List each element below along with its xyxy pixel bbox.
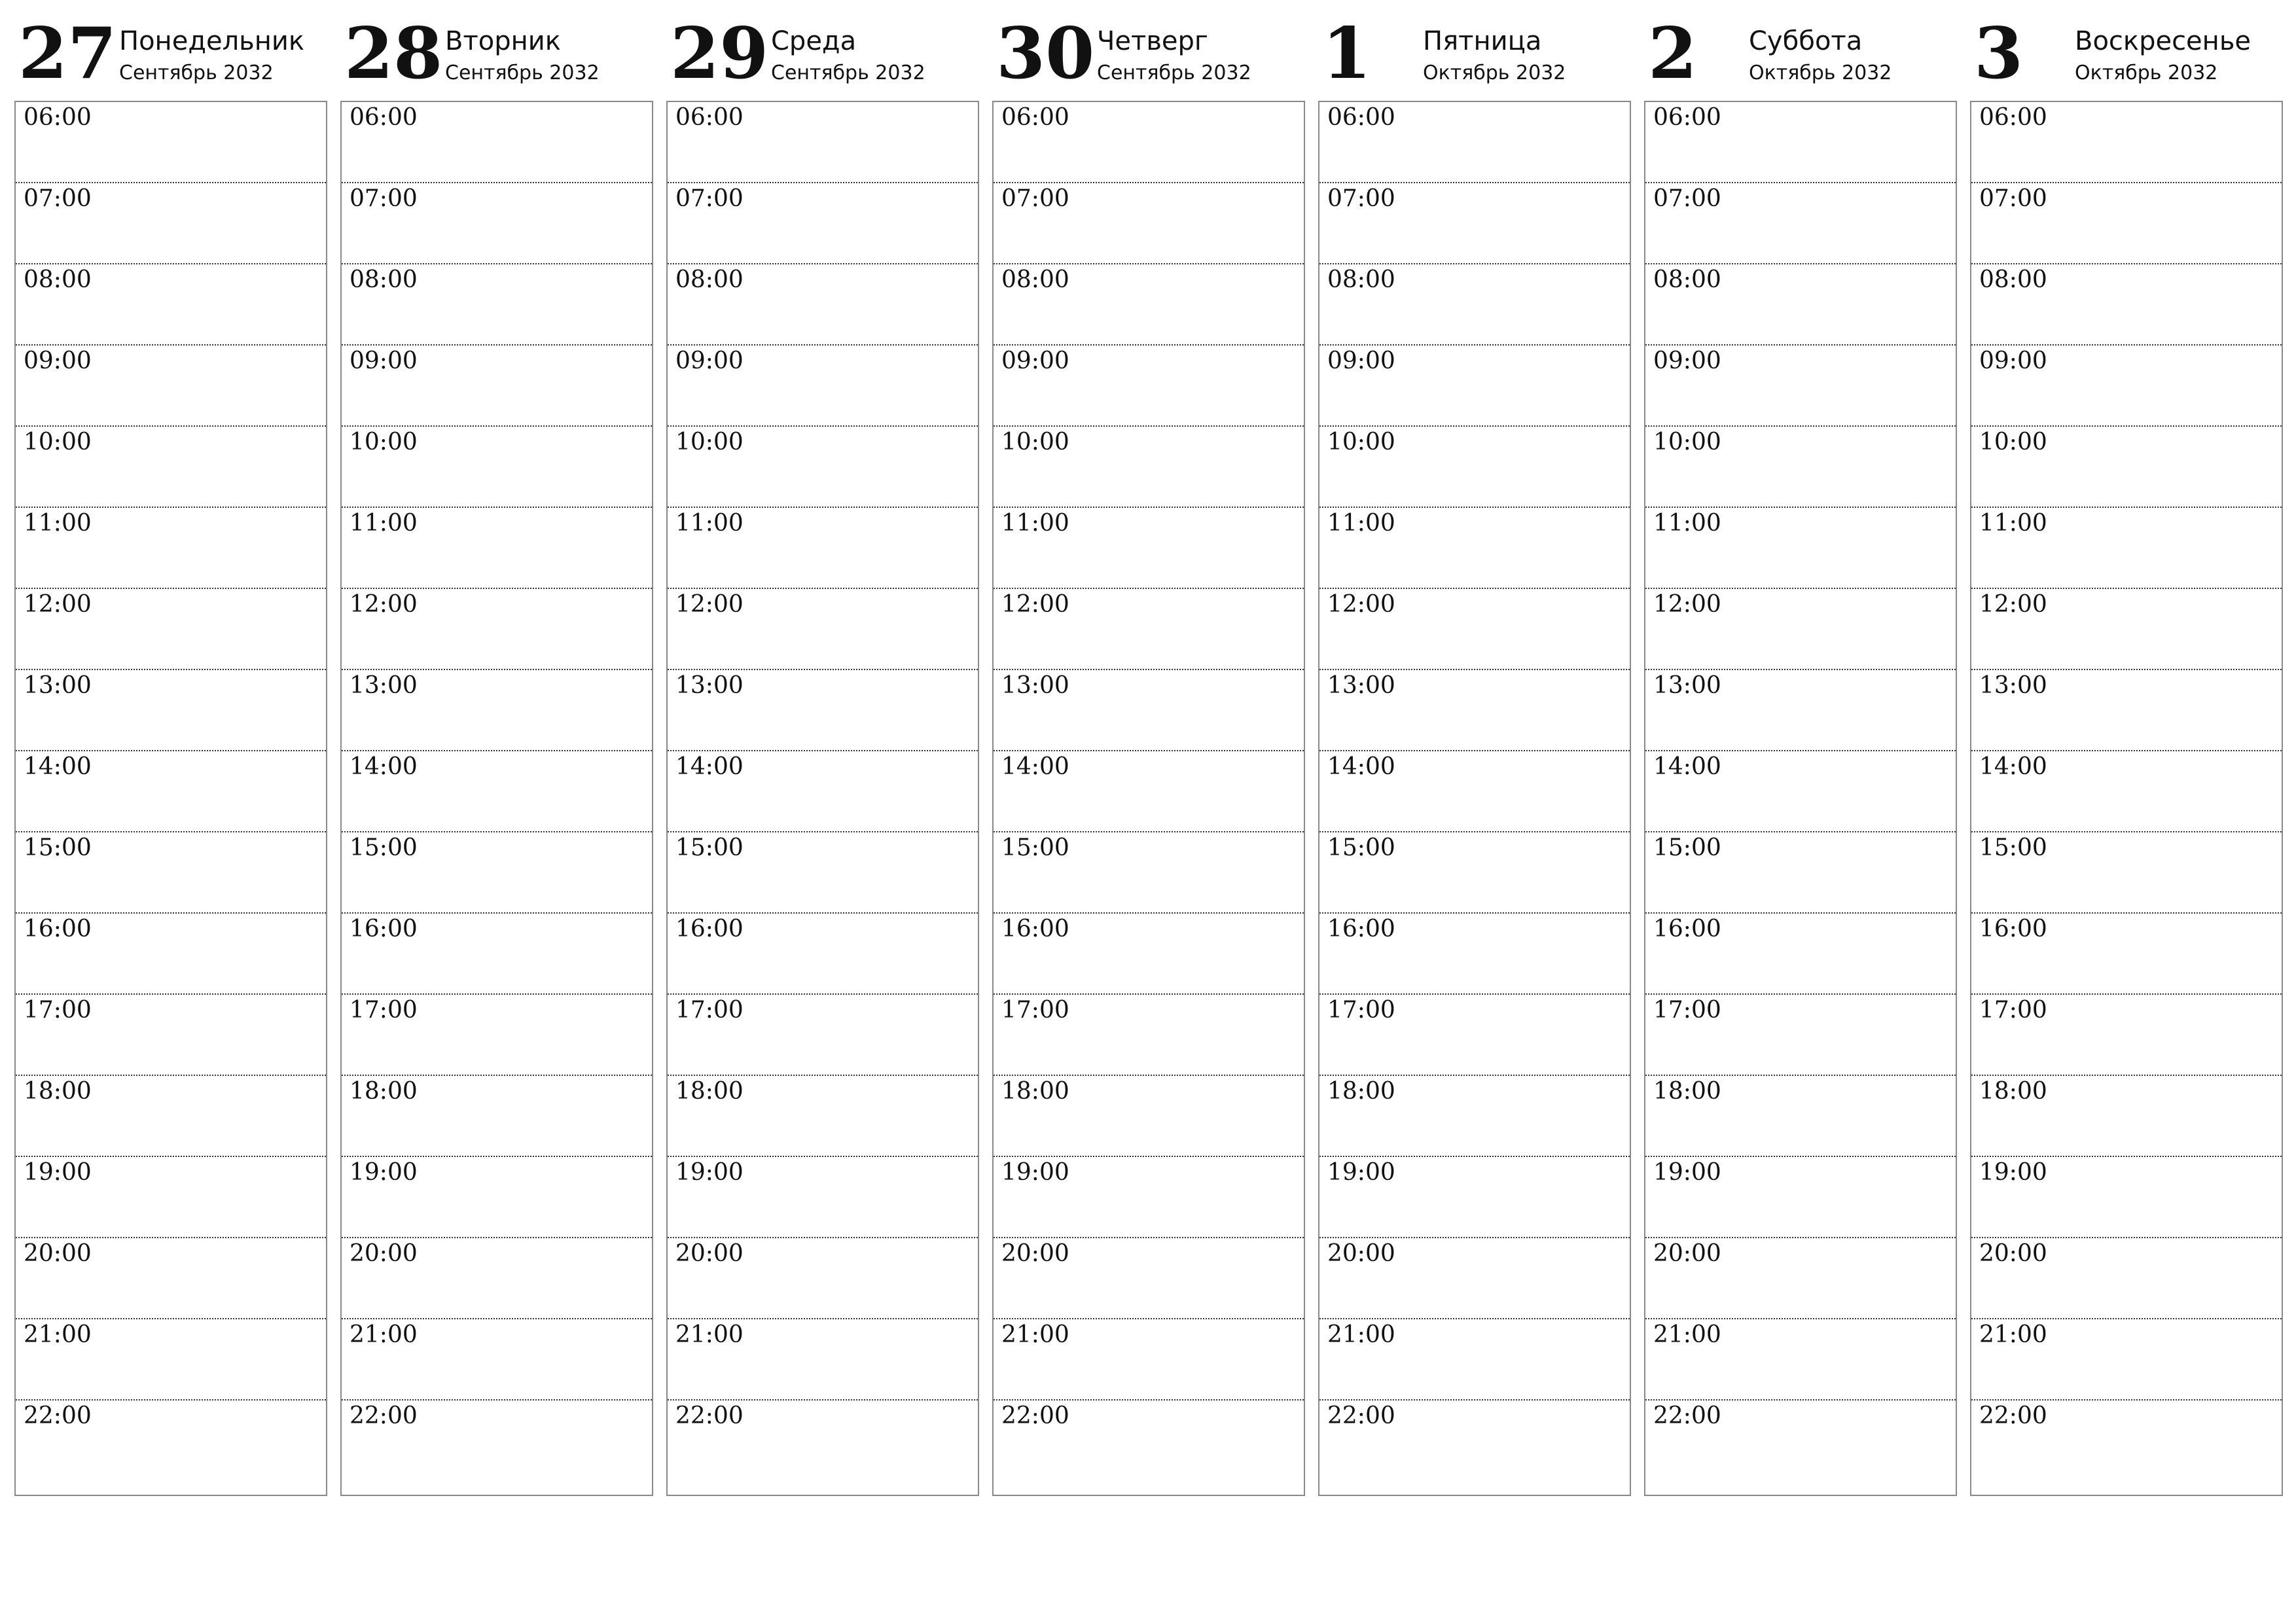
time-slot[interactable] xyxy=(668,264,978,346)
time-label: 11:00 xyxy=(24,510,92,537)
time-slot[interactable] xyxy=(1971,1319,2282,1400)
time-slot[interactable] xyxy=(668,670,978,751)
time-label: 17:00 xyxy=(350,997,418,1024)
time-slot[interactable] xyxy=(1319,670,1630,751)
time-label: 19:00 xyxy=(1327,1159,1395,1186)
day-column xyxy=(14,0,327,1505)
time-label: 12:00 xyxy=(675,591,744,618)
day-header xyxy=(340,0,653,98)
weekday-name: Вторник xyxy=(445,26,561,56)
time-label: 16:00 xyxy=(1979,916,2047,942)
time-slot[interactable] xyxy=(1319,427,1630,508)
time-slot[interactable] xyxy=(342,1319,652,1400)
time-slot[interactable] xyxy=(342,1400,652,1495)
time-label: 20:00 xyxy=(1653,1240,1721,1267)
time-slot[interactable] xyxy=(668,751,978,832)
time-label: 06:00 xyxy=(1979,104,2047,131)
time-label: 09:00 xyxy=(1653,348,1721,374)
time-label: 15:00 xyxy=(1653,834,1721,861)
time-slot[interactable] xyxy=(1971,102,2282,183)
time-slot[interactable] xyxy=(16,995,326,1076)
time-slot[interactable] xyxy=(994,1400,1304,1495)
time-slot[interactable] xyxy=(1319,264,1630,346)
time-label: 14:00 xyxy=(675,753,744,780)
month-year: Октябрь 2032 xyxy=(1423,62,1566,84)
time-label: 09:00 xyxy=(1979,348,2047,374)
weekday-name: Воскресенье xyxy=(2075,26,2251,56)
time-slot[interactable] xyxy=(994,589,1304,670)
time-label: 11:00 xyxy=(1327,510,1395,537)
time-slot[interactable] xyxy=(342,1238,652,1319)
time-label: 18:00 xyxy=(1653,1078,1721,1105)
time-label: 14:00 xyxy=(24,753,92,780)
time-label: 12:00 xyxy=(350,591,418,618)
time-label: 19:00 xyxy=(1001,1159,1069,1186)
day-column xyxy=(1644,0,1957,1505)
time-slot[interactable] xyxy=(1319,1319,1630,1400)
time-label: 15:00 xyxy=(675,834,744,861)
time-slot[interactable] xyxy=(16,751,326,832)
weekday-name: Пятница xyxy=(1423,26,1542,56)
time-label: 12:00 xyxy=(1327,591,1395,618)
hour-slots xyxy=(666,101,979,1496)
time-label: 13:00 xyxy=(1001,672,1069,699)
time-slot[interactable] xyxy=(1971,183,2282,264)
time-slot[interactable] xyxy=(16,832,326,914)
time-slot[interactable] xyxy=(1645,832,1956,914)
weekday-name: Суббота xyxy=(1749,26,1863,56)
day-header xyxy=(992,0,1305,98)
time-label: 22:00 xyxy=(675,1402,744,1429)
time-label: 19:00 xyxy=(24,1159,92,1186)
time-label: 18:00 xyxy=(350,1078,418,1105)
hour-slots xyxy=(1970,101,2283,1496)
day-column xyxy=(1318,0,1631,1505)
time-slot[interactable] xyxy=(994,346,1304,427)
time-label: 18:00 xyxy=(24,1078,92,1105)
time-slot[interactable] xyxy=(994,1076,1304,1157)
time-label: 06:00 xyxy=(1653,104,1721,131)
time-slot[interactable] xyxy=(668,1319,978,1400)
time-label: 19:00 xyxy=(675,1159,744,1186)
day-column xyxy=(992,0,1305,1505)
time-label: 06:00 xyxy=(675,104,744,131)
time-label: 13:00 xyxy=(675,672,744,699)
time-label: 16:00 xyxy=(350,916,418,942)
weekday-name: Понедельник xyxy=(119,26,305,56)
time-label: 07:00 xyxy=(350,185,418,212)
time-slot[interactable] xyxy=(1645,102,1956,183)
time-label: 21:00 xyxy=(1001,1321,1069,1348)
time-slot[interactable] xyxy=(1319,995,1630,1076)
time-slot[interactable] xyxy=(1645,508,1956,589)
time-slot[interactable] xyxy=(668,995,978,1076)
day-number: 29 xyxy=(670,12,769,95)
time-slot[interactable] xyxy=(668,427,978,508)
time-slot[interactable] xyxy=(994,508,1304,589)
time-label: 22:00 xyxy=(1001,1402,1069,1429)
time-slot[interactable] xyxy=(1645,1076,1956,1157)
time-label: 10:00 xyxy=(24,429,92,455)
time-label: 09:00 xyxy=(1327,348,1395,374)
time-slot[interactable] xyxy=(668,346,978,427)
time-slot[interactable] xyxy=(1319,102,1630,183)
time-label: 13:00 xyxy=(1653,672,1721,699)
time-label: 09:00 xyxy=(350,348,418,374)
time-label: 18:00 xyxy=(1979,1078,2047,1105)
time-slot[interactable] xyxy=(1645,995,1956,1076)
time-slot[interactable] xyxy=(16,1400,326,1495)
time-slot[interactable] xyxy=(994,670,1304,751)
time-label: 22:00 xyxy=(24,1402,92,1429)
time-slot[interactable] xyxy=(16,914,326,995)
time-slot[interactable] xyxy=(1645,1157,1956,1238)
day-number: 30 xyxy=(996,12,1095,95)
time-slot[interactable] xyxy=(1645,346,1956,427)
time-label: 08:00 xyxy=(675,266,744,293)
time-slot[interactable] xyxy=(16,670,326,751)
time-slot[interactable] xyxy=(994,102,1304,183)
time-label: 14:00 xyxy=(1653,753,1721,780)
time-slot[interactable] xyxy=(342,346,652,427)
time-label: 10:00 xyxy=(350,429,418,455)
time-slot[interactable] xyxy=(668,1157,978,1238)
day-header xyxy=(1318,0,1631,98)
time-label: 11:00 xyxy=(350,510,418,537)
time-label: 09:00 xyxy=(1001,348,1069,374)
time-slot[interactable] xyxy=(342,264,652,346)
time-label: 14:00 xyxy=(1001,753,1069,780)
time-label: 22:00 xyxy=(350,1402,418,1429)
time-label: 12:00 xyxy=(24,591,92,618)
time-label: 13:00 xyxy=(1979,672,2047,699)
time-label: 17:00 xyxy=(1653,997,1721,1024)
time-label: 14:00 xyxy=(1327,753,1395,780)
hour-slots xyxy=(14,101,327,1496)
time-slot[interactable] xyxy=(16,264,326,346)
time-slot[interactable] xyxy=(668,914,978,995)
time-slot[interactable] xyxy=(342,1157,652,1238)
time-slot[interactable] xyxy=(342,914,652,995)
time-label: 06:00 xyxy=(1327,104,1395,131)
time-label: 11:00 xyxy=(1653,510,1721,537)
time-label: 11:00 xyxy=(1001,510,1069,537)
time-label: 08:00 xyxy=(1979,266,2047,293)
time-slot[interactable] xyxy=(994,1319,1304,1400)
time-slot[interactable] xyxy=(994,264,1304,346)
time-label: 22:00 xyxy=(1327,1402,1395,1429)
weekday-name: Четверг xyxy=(1097,26,1208,56)
time-slot[interactable] xyxy=(342,589,652,670)
month-year: Октябрь 2032 xyxy=(2075,62,2218,84)
month-year: Октябрь 2032 xyxy=(1749,62,1892,84)
day-header xyxy=(666,0,979,98)
time-slot[interactable] xyxy=(1645,589,1956,670)
hour-slots xyxy=(1318,101,1631,1496)
time-slot[interactable] xyxy=(1319,1076,1630,1157)
time-slot[interactable] xyxy=(1319,832,1630,914)
time-label: 09:00 xyxy=(675,348,744,374)
time-slot[interactable] xyxy=(1645,914,1956,995)
time-slot[interactable] xyxy=(16,589,326,670)
time-slot[interactable] xyxy=(668,589,978,670)
time-slot[interactable] xyxy=(994,1238,1304,1319)
day-header xyxy=(1970,0,2283,98)
time-slot[interactable] xyxy=(1319,1238,1630,1319)
time-label: 11:00 xyxy=(1979,510,2047,537)
day-number: 1 xyxy=(1322,12,1372,95)
time-slot[interactable] xyxy=(668,1076,978,1157)
weekday-name: Среда xyxy=(771,26,857,56)
time-label: 21:00 xyxy=(24,1321,92,1348)
time-slot[interactable] xyxy=(16,508,326,589)
time-slot[interactable] xyxy=(994,995,1304,1076)
time-label: 20:00 xyxy=(24,1240,92,1267)
time-slot[interactable] xyxy=(342,995,652,1076)
time-slot[interactable] xyxy=(994,427,1304,508)
time-label: 22:00 xyxy=(1653,1402,1721,1429)
time-label: 16:00 xyxy=(24,916,92,942)
time-label: 20:00 xyxy=(675,1240,744,1267)
time-label: 08:00 xyxy=(1653,266,1721,293)
time-slot[interactable] xyxy=(1319,914,1630,995)
time-label: 21:00 xyxy=(675,1321,744,1348)
time-label: 18:00 xyxy=(675,1078,744,1105)
time-label: 16:00 xyxy=(1327,916,1395,942)
time-label: 13:00 xyxy=(350,672,418,699)
time-label: 15:00 xyxy=(350,834,418,861)
time-slot[interactable] xyxy=(668,1238,978,1319)
time-label: 07:00 xyxy=(675,185,744,212)
time-slot[interactable] xyxy=(342,1076,652,1157)
time-slot[interactable] xyxy=(1645,427,1956,508)
time-slot[interactable] xyxy=(16,102,326,183)
time-label: 20:00 xyxy=(1327,1240,1395,1267)
day-number: 2 xyxy=(1648,12,1698,95)
time-label: 21:00 xyxy=(350,1321,418,1348)
time-slot[interactable] xyxy=(1971,1238,2282,1319)
time-label: 17:00 xyxy=(1001,997,1069,1024)
time-label: 15:00 xyxy=(24,834,92,861)
day-number: 27 xyxy=(18,12,117,95)
time-slot[interactable] xyxy=(1645,670,1956,751)
time-slot[interactable] xyxy=(1319,589,1630,670)
time-slot[interactable] xyxy=(16,346,326,427)
time-slot[interactable] xyxy=(994,1157,1304,1238)
time-label: 08:00 xyxy=(1001,266,1069,293)
time-slot[interactable] xyxy=(342,508,652,589)
time-label: 15:00 xyxy=(1001,834,1069,861)
time-label: 17:00 xyxy=(24,997,92,1024)
time-label: 22:00 xyxy=(1979,1402,2047,1429)
time-label: 07:00 xyxy=(1653,185,1721,212)
day-column xyxy=(666,0,979,1505)
time-slot[interactable] xyxy=(1971,264,2282,346)
month-year: Сентябрь 2032 xyxy=(771,62,925,84)
month-year: Сентябрь 2032 xyxy=(1097,62,1251,84)
time-label: 07:00 xyxy=(1001,185,1069,212)
time-label: 20:00 xyxy=(350,1240,418,1267)
time-label: 09:00 xyxy=(24,348,92,374)
month-year: Сентябрь 2032 xyxy=(119,62,274,84)
day-header xyxy=(1644,0,1957,98)
time-slot[interactable] xyxy=(1645,183,1956,264)
time-slot[interactable] xyxy=(342,670,652,751)
time-slot[interactable] xyxy=(668,1400,978,1495)
time-slot[interactable] xyxy=(1971,995,2282,1076)
time-slot[interactable] xyxy=(1319,346,1630,427)
time-slot[interactable] xyxy=(1645,264,1956,346)
hour-slots xyxy=(1644,101,1957,1496)
time-slot[interactable] xyxy=(342,183,652,264)
time-label: 10:00 xyxy=(1979,429,2047,455)
time-slot[interactable] xyxy=(1645,751,1956,832)
time-label: 07:00 xyxy=(1327,185,1395,212)
time-label: 13:00 xyxy=(24,672,92,699)
time-slot[interactable] xyxy=(1645,1238,1956,1319)
time-slot[interactable] xyxy=(1319,508,1630,589)
time-slot[interactable] xyxy=(668,183,978,264)
time-label: 12:00 xyxy=(1653,591,1721,618)
time-label: 21:00 xyxy=(1979,1321,2047,1348)
time-label: 17:00 xyxy=(675,997,744,1024)
time-label: 07:00 xyxy=(24,185,92,212)
time-label: 15:00 xyxy=(1327,834,1395,861)
time-label: 06:00 xyxy=(24,104,92,131)
time-slot[interactable] xyxy=(1971,914,2282,995)
time-label: 10:00 xyxy=(675,429,744,455)
time-slot[interactable] xyxy=(668,508,978,589)
time-slot[interactable] xyxy=(342,427,652,508)
time-label: 21:00 xyxy=(1653,1321,1721,1348)
time-slot[interactable] xyxy=(1971,1157,2282,1238)
time-slot[interactable] xyxy=(16,427,326,508)
time-slot[interactable] xyxy=(1971,508,2282,589)
time-slot[interactable] xyxy=(16,1076,326,1157)
time-label: 12:00 xyxy=(1001,591,1069,618)
time-slot[interactable] xyxy=(994,751,1304,832)
day-header xyxy=(14,0,327,98)
time-slot[interactable] xyxy=(1971,427,2282,508)
time-label: 06:00 xyxy=(350,104,418,131)
time-label: 19:00 xyxy=(1653,1159,1721,1186)
time-label: 16:00 xyxy=(675,916,744,942)
time-slot[interactable] xyxy=(1971,1400,2282,1495)
time-slot[interactable] xyxy=(994,914,1304,995)
time-label: 14:00 xyxy=(350,753,418,780)
time-slot[interactable] xyxy=(1971,1076,2282,1157)
time-label: 13:00 xyxy=(1327,672,1395,699)
day-column xyxy=(340,0,653,1505)
time-slot[interactable] xyxy=(16,1238,326,1319)
time-slot[interactable] xyxy=(1971,670,2282,751)
day-column xyxy=(1970,0,2283,1505)
time-label: 16:00 xyxy=(1653,916,1721,942)
time-label: 16:00 xyxy=(1001,916,1069,942)
weekly-planner xyxy=(14,0,2286,1505)
time-label: 07:00 xyxy=(1979,185,2047,212)
time-slot[interactable] xyxy=(668,102,978,183)
time-label: 08:00 xyxy=(24,266,92,293)
time-slot[interactable] xyxy=(994,183,1304,264)
time-label: 12:00 xyxy=(1979,591,2047,618)
time-slot[interactable] xyxy=(342,832,652,914)
time-slot[interactable] xyxy=(1645,1400,1956,1495)
time-slot[interactable] xyxy=(1319,1400,1630,1495)
time-label: 19:00 xyxy=(350,1159,418,1186)
time-label: 10:00 xyxy=(1653,429,1721,455)
time-slot[interactable] xyxy=(994,832,1304,914)
time-label: 19:00 xyxy=(1979,1159,2047,1186)
time-slot[interactable] xyxy=(1319,751,1630,832)
hour-slots xyxy=(992,101,1305,1496)
hour-slots xyxy=(340,101,653,1496)
time-label: 17:00 xyxy=(1979,997,2047,1024)
time-label: 11:00 xyxy=(675,510,744,537)
time-slot[interactable] xyxy=(16,1157,326,1238)
time-label: 18:00 xyxy=(1327,1078,1395,1105)
time-label: 20:00 xyxy=(1001,1240,1069,1267)
time-slot[interactable] xyxy=(1971,832,2282,914)
time-label: 18:00 xyxy=(1001,1078,1069,1105)
time-label: 10:00 xyxy=(1327,429,1395,455)
time-slot[interactable] xyxy=(1645,1319,1956,1400)
time-label: 21:00 xyxy=(1327,1321,1395,1348)
time-label: 08:00 xyxy=(350,266,418,293)
time-label: 06:00 xyxy=(1001,104,1069,131)
time-slot[interactable] xyxy=(1971,346,2282,427)
time-slot[interactable] xyxy=(16,1319,326,1400)
time-label: 14:00 xyxy=(1979,753,2047,780)
time-slot[interactable] xyxy=(1971,589,2282,670)
time-label: 20:00 xyxy=(1979,1240,2047,1267)
time-label: 15:00 xyxy=(1979,834,2047,861)
time-slot[interactable] xyxy=(1971,751,2282,832)
day-number: 3 xyxy=(1974,12,2024,95)
time-slot[interactable] xyxy=(342,102,652,183)
time-slot[interactable] xyxy=(16,183,326,264)
time-label: 08:00 xyxy=(1327,266,1395,293)
time-slot[interactable] xyxy=(1319,1157,1630,1238)
month-year: Сентябрь 2032 xyxy=(445,62,600,84)
day-number: 28 xyxy=(344,12,443,95)
time-label: 10:00 xyxy=(1001,429,1069,455)
time-slot[interactable] xyxy=(342,751,652,832)
time-slot[interactable] xyxy=(668,832,978,914)
time-slot[interactable] xyxy=(1319,183,1630,264)
time-label: 17:00 xyxy=(1327,997,1395,1024)
